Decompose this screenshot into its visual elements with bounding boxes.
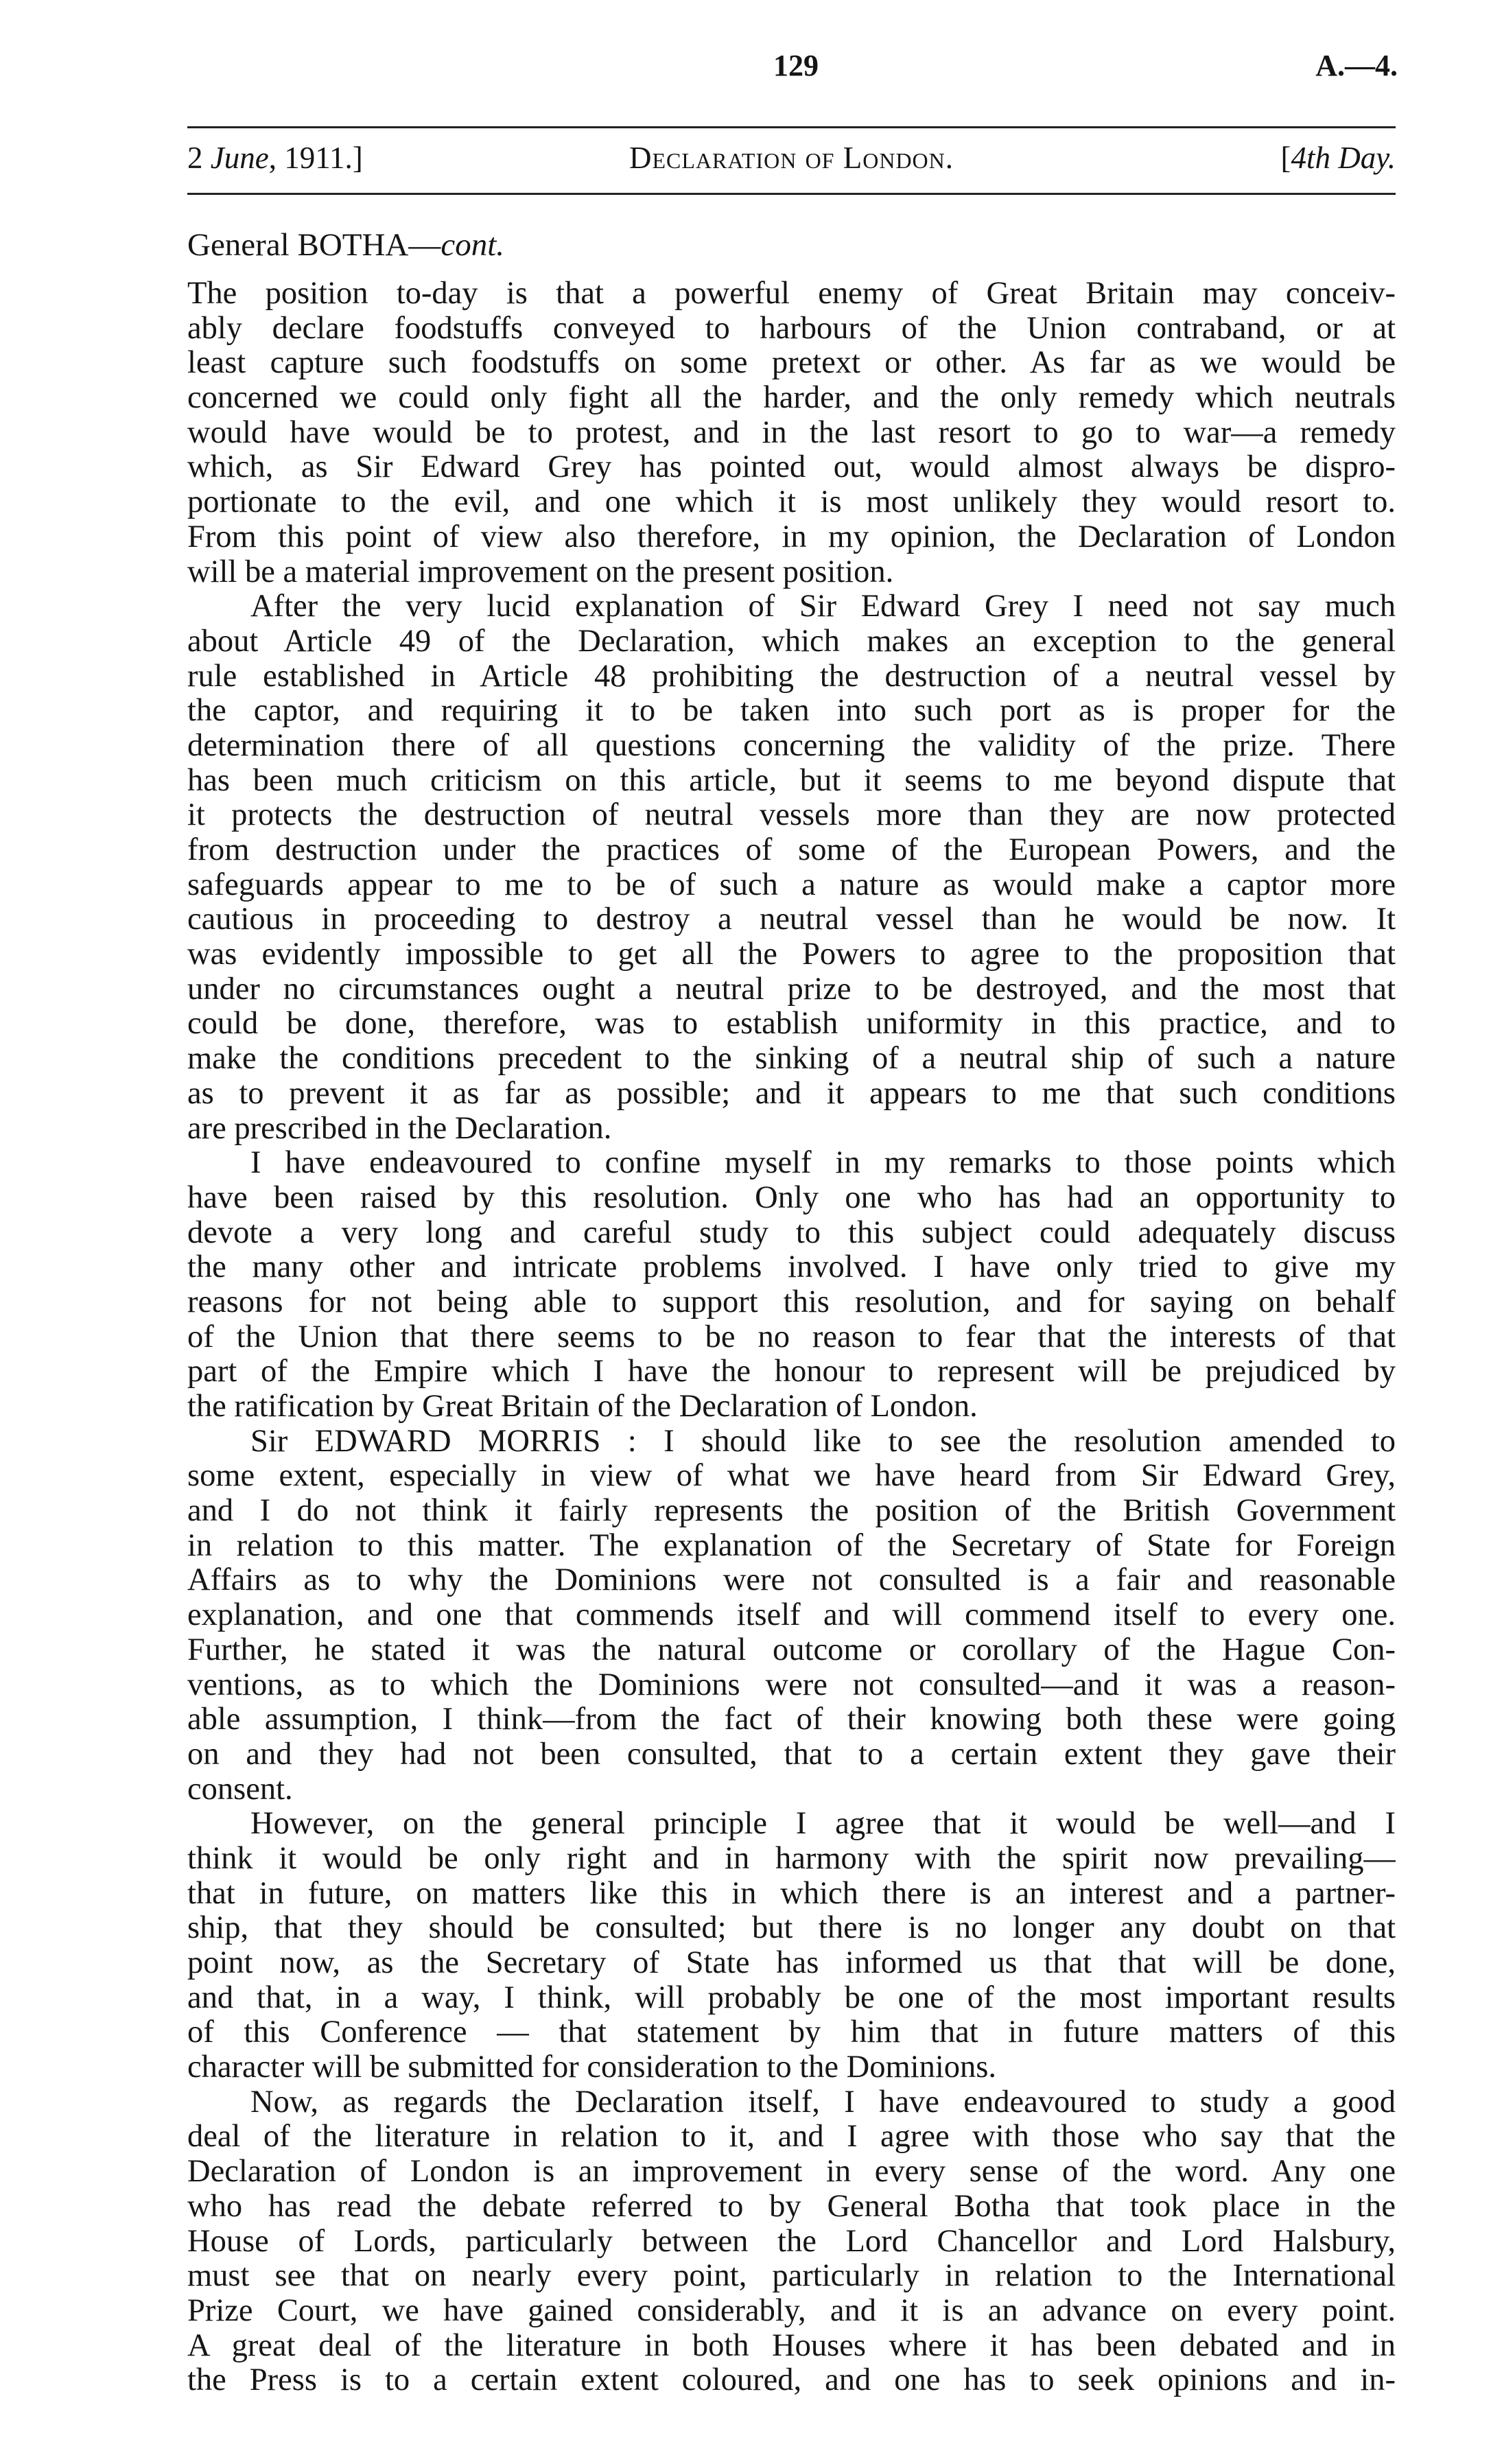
paragraph [187,277,1396,589]
date-year: , 1911.] [268,141,363,175]
text-line: from destruction under the practices of some of the European Powers, and the [187,833,1396,867]
bracket: [ [1280,141,1291,175]
paragraph [187,1146,1396,1424]
text-line: under no circumstances ought a neutral prize to be destroyed, and the most that [187,972,1396,1007]
text-line: Prize Court, we have gained considerably, and it is an advance on every point. [187,2293,1396,2328]
text-line: House of Lords, particularly between the Lord Chancellor and Lord Halsbury, [187,2224,1396,2259]
text-line: devote a very long and careful study to this subject could adequately discuss [187,1215,1396,1250]
text-line: must see that on nearly every point, particularly in relation to the International [187,2259,1396,2294]
text-line: character will be submitted for consideration to the Dominions. [187,2050,996,2085]
text-line: However, on the general principle I agree that it would be well—and I [250,1807,1396,1842]
text-line: explanation, and one that commends itself and will commend itself to every one. [187,1598,1396,1633]
text-line: the many other and intricate problems involved. I have only tried to give my [187,1250,1396,1285]
text-line: of the Union that there seems to be no reason to fear that the interests of that [187,1319,1396,1354]
text-line: make the conditions precedent to the sinking of a neutral ship of such a nature [187,1042,1396,1077]
paragraph [187,2085,1396,2398]
speaker-name: General BOTHA— [187,227,441,263]
top-rule [187,126,1396,128]
text-line: have been raised by this resolution. Only one who has had an opportunity to [187,1180,1396,1215]
text-line: ship, that they should be consulted; but there is no longer any doubt on that [187,1911,1396,1946]
body-text [187,277,1396,2398]
text-line: deal of the literature in relation to it, and I agree with those who say that the [187,2120,1396,2155]
text-line: could be done, therefore, was to establish uniformity in this practice, and to [187,1007,1396,1042]
running-head-title: Declaration of London. [629,141,954,175]
text-line: A great deal of the literature in both Houses where it has been debated and in [187,2328,1396,2363]
text-line: it protects the destruction of neutral vessels more than they are now protected [187,798,1396,833]
text-line: the captor, and requiring it to be taken into such port as is proper for the [187,694,1396,729]
text-line: and that, in a way, I think, will probably be one of the most important results [187,1980,1396,2015]
text-line: point now, as the Secretary of State has informed us that that will be done, [187,1946,1396,1980]
continued-label: cont. [441,227,505,263]
text-line: who has read the debate referred to by General Botha that took place in the [187,2189,1396,2224]
text-line: able assumption, I think—from the fact of their knowing both these were going [187,1702,1396,1737]
text-line: concerned we could only fight all the harder, and the only remedy which neutrals [187,381,1396,416]
text-line: will be a material improvement on the present position. [187,554,894,589]
text-line: consent. [187,1772,293,1807]
text-line: Affairs as to why the Dominions were not consulted is a fair and reasonable [187,1563,1396,1598]
date-day: 2 [187,141,211,175]
text-line: the ratification by Great Britain of the Declaration of London. [187,1389,978,1424]
text-line: think it would be only right and in harmony with the spirit now prevailing— [187,1841,1396,1876]
text-line: has been much criticism on this article, but it seems to me beyond dispute that [187,763,1396,798]
date-month: June [210,141,269,175]
text-line: and I do not think it fairly represents the position of the British Government [187,1494,1396,1529]
document-reference: A.—4. [1315,49,1398,82]
text-line: Declaration of London is an improvement in every sense of the word. Any one [187,2155,1396,2190]
text-line: After the very lucid explanation of Sir Edward Grey I need not say much [250,589,1396,624]
text-line: ventions, as to which the Dominions were not consulted—and it was a reason- [187,1667,1396,1702]
paragraph [187,1807,1396,2085]
text-line: cautious in proceeding to destroy a neutral vessel than he would be now. It [187,902,1396,937]
speaker-heading [187,226,504,263]
text-line: I have endeavoured to confine myself in my remarks to those points which [250,1146,1396,1181]
text-line: that in future, on matters like this in which there is an interest and a partner- [187,1876,1396,1911]
text-line: the Press is to a certain extent coloured, and one has to seek opinions and in- [187,2363,1396,2398]
header-rule [187,193,1396,195]
text-line: are prescribed in the Declaration. [187,1111,612,1146]
text-line: part of the Empire which I have the honour to represent will be prejudiced by [187,1354,1396,1389]
paragraph [187,589,1396,1146]
text-line: would have would be to protest, and in the last resort to go to war—a remedy [187,415,1396,450]
text-line: Now, as regards the Declaration itself, I have endeavoured to study a good [250,2085,1396,2120]
text-line: of this Conference — that statement by him that in future matters of this [187,2015,1396,2050]
text-line: determination there of all questions concerning the validity of the prize. There [187,728,1396,763]
text-line: Further, he stated it was the natural outcome or corollary of the Hague Con- [187,1632,1396,1667]
running-head [187,140,1396,178]
day-label: 4th Day. [1291,141,1396,175]
text-line: some extent, especially in view of what we have heard from Sir Edward Grey, [187,1459,1396,1494]
text-line: portionate to the evil, and one which it is most unlikely they would resort to. [187,485,1396,520]
text-line: on and they had not been consulted, that to a certain extent they gave their [187,1737,1396,1772]
text-line: which, as Sir Edward Grey has pointed out, would almost always be dispro- [187,450,1396,485]
text-line: Sir EDWARD MORRIS : I should like to see the resolution amended to [250,1424,1396,1459]
text-line: From this point of view also therefore, in my opinion, the Declaration of London [187,519,1396,554]
text-line: rule established in Article 48 prohibiting the destruction of a neutral vessel by [187,659,1396,694]
text-line: as to prevent it as far as possible; and it appears to me that such conditions [187,1076,1396,1111]
page-number: 129 [773,49,819,82]
running-head-day [1281,140,1396,176]
text-line: about Article 49 of the Declaration, which makes an exception to the general [187,624,1396,659]
text-line: reasons for not being able to support this resolution, and for saying on behalf [187,1284,1396,1319]
text-line: ably declare foodstuffs conveyed to harbours of the Union contraband, or at [187,311,1396,346]
text-line: safeguards appear to me to be of such a nature as would make a captor more [187,867,1396,902]
paragraph [187,1424,1396,1807]
text-line: The position to-day is that a powerful enemy of Great Britain may conceiv- [187,277,1396,311]
text-line: was evidently impossible to get all the Powers to agree to the proposition that [187,937,1396,972]
text-line: least capture such foodstuffs on some pretext or other. As far as we would be [187,346,1396,381]
text-line: in relation to this matter. The explanation of the Secretary of State for Foreign [187,1528,1396,1563]
